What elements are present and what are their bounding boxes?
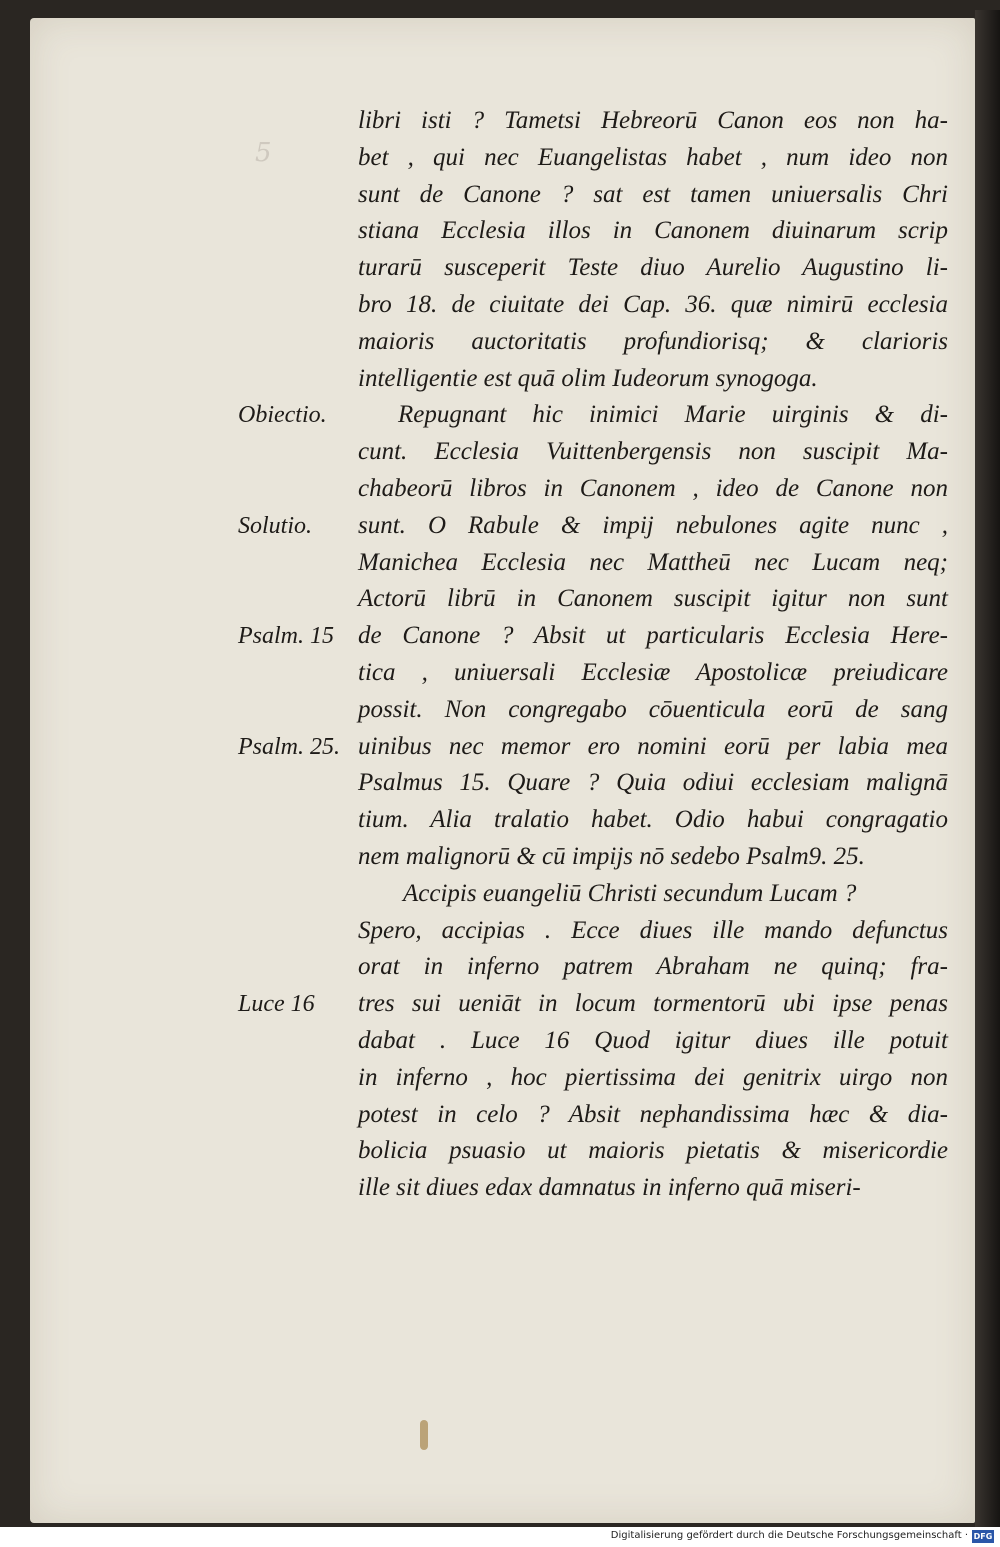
text-line: intelligentie est quā olim Iudeorum synogoga.	[358, 364, 818, 392]
text-line: tica , uniuersali Ecclesiæ Apostolicæ preiudicare	[358, 658, 948, 686]
main-text-block	[358, 103, 948, 1207]
text-line: orat in inferno patrem Abraham ne quinq; fra-	[358, 953, 948, 981]
text-line: Accipis euangeliū Christi secundum Lucam ?	[403, 879, 857, 907]
text-line: Psalmus 15. Quare ? Quia odiui ecclesiam malignā	[358, 769, 948, 797]
text-line: turarū susceperit Teste diuo Aurelio Augustino li-	[358, 254, 948, 282]
text-line: maioris auctoritatis profundiorisq; & clarioris	[358, 327, 948, 355]
margin-note: Obiectio.	[238, 402, 327, 429]
text-line: cunt. Ecclesia Vuittenbergensis non suscipit Ma-	[358, 438, 948, 466]
margin-note: Solutio.	[238, 512, 313, 539]
footer-credit: Digitalisierung gefördert durch die Deutsche Forschungsgemeinschaft ·	[610, 1530, 968, 1541]
text-line: libri isti ? Tametsi Hebreorū Canon eos non ha-	[358, 107, 948, 134]
text-line: uinibus nec memor ero nomini eorū per labia mea	[358, 732, 948, 760]
margin-note: Luce 16	[238, 991, 315, 1018]
text-line: ille sit diues edax damnatus in inferno quā miseri-	[358, 1174, 861, 1202]
text-line: Manichea Ecclesia nec Mattheū nec Lucam neq;	[358, 548, 948, 576]
text-line: bolicia psuasio ut maioris pietatis & misericordie	[358, 1137, 948, 1165]
text-line: bet , qui nec Euangelistas habet , num ideo non	[358, 143, 948, 171]
margin-note: Psalm. 15	[238, 623, 334, 650]
text-line: nem malignorū & cū impijs nō sedebo Psalm9. 25.	[358, 842, 865, 870]
text-line: bro 18. de ciuitate dei Cap. 36. quæ nimirū ecclesia	[358, 290, 948, 318]
text-line: Actorū librū in Canonem suscipit igitur non sunt	[358, 585, 948, 613]
text-line: Repugnant hic inimici Marie uirginis & di-	[398, 401, 948, 429]
dfg-logo-icon: DFG	[973, 1532, 993, 1541]
ink-stain	[420, 1420, 428, 1450]
text-line: sunt. O Rabule & impij nebulones agite nunc ,	[358, 511, 948, 539]
text-line: tres sui ueniāt in locum tormentorū ubi ipse penas	[358, 990, 948, 1018]
text-line: stiana Ecclesia illos in Canonem diuinarum scrip	[358, 217, 948, 245]
text-line: potest in celo ? Absit nephandissima hæc & dia-	[358, 1100, 948, 1128]
bleed-through-mark: 5	[255, 138, 272, 168]
text-line: dabat . Luce 16 Quod igitur diues ille potuit	[358, 1026, 948, 1054]
text-line: Spero, accipias . Ecce diues ille mando defunctus	[358, 916, 948, 944]
text-line: chabeorū libros in Canonem , ideo de Canone non	[358, 474, 948, 502]
footer-bar	[0, 1527, 1000, 1547]
text-line: tium. Alia tralatio habet. Odio habui congragatio	[358, 806, 948, 834]
text-line: sunt de Canone ? sat est tamen uniuersalis Chri	[358, 180, 948, 208]
text-line: in inferno , hoc piertissima dei genitrix uirgo non	[358, 1063, 948, 1091]
text-line: de Canone ? Absit ut particularis Ecclesia Here-	[358, 622, 948, 650]
page-edge	[975, 10, 1000, 1527]
text-line: possit. Non congregabo cōuenticula eorū de sang	[358, 695, 948, 723]
margin-note: Psalm. 25.	[238, 733, 340, 760]
